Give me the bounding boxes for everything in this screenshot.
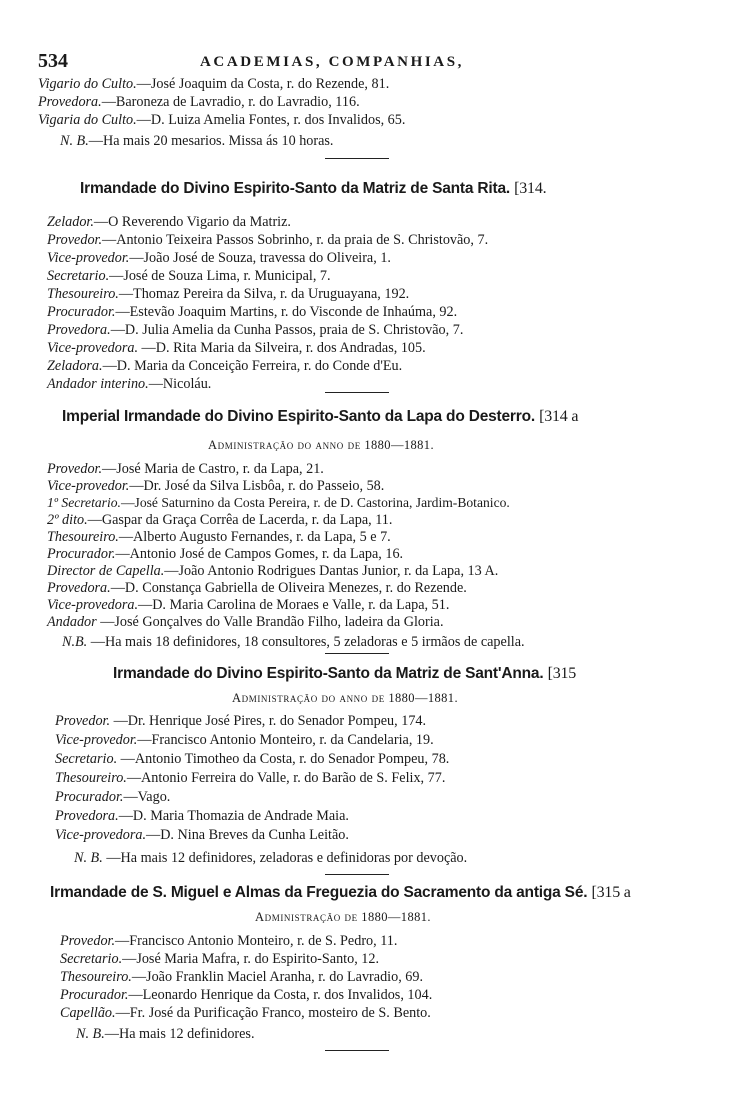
entry-line: Zeladora.—D. Maria da Conceição Ferreira, r. do Conde d'Eu. (47, 358, 403, 374)
section-divider (325, 392, 389, 393)
entry-line: Provedor. —Dr. Henrique José Pires, r. do Senador Pompeu, 174. (55, 713, 427, 729)
entry-line: Thesoureiro.—Thomaz Pereira da Silva, r. da Uruguayana, 192. (47, 286, 410, 302)
section-divider (325, 874, 389, 875)
entry-line: Vice-provedora.—D. Maria Carolina de Moraes e Valle, r. da Lapa, 51. (47, 597, 450, 613)
entry-line: Secretario.—José de Souza Lima, r. Municipal, 7. (47, 268, 331, 284)
section-divider (325, 1050, 389, 1051)
entry-line: Procurador.—Leonardo Henrique da Costa, r. dos Invalidos, 104. (60, 987, 433, 1003)
entry-line: Vice-provedor.—João José de Souza, travessa do Oliveira, 1. (47, 250, 391, 266)
section-heading: Irmandade do Divino Espirito-Santo da Matriz de Santa Rita. [314. (80, 180, 547, 197)
section-divider (325, 653, 389, 654)
entry-line: Provedor.—Francisco Antonio Monteiro, r. de S. Pedro, 11. (60, 933, 398, 949)
entry-line: 2º dito.—Gaspar da Graça Corrêa de Lacerda, r. da Lapa, 11. (47, 512, 393, 528)
entry-line: Andador —José Gonçalves do Valle Brandão Filho, ladeira da Gloria. (47, 614, 444, 630)
page-header (38, 50, 688, 74)
entry-line: Procurador.—Vago. (55, 789, 171, 805)
entry-line: Vice-provedor.—Francisco Antonio Monteiro, r. da Candelaria, 19. (55, 732, 434, 748)
entry-line: Provedor.—Antonio Teixeira Passos Sobrinho, r. da praia de S. Christovão, 7. (47, 232, 489, 248)
entry-line: Andador interino.—Nicoláu. (47, 376, 212, 392)
entry-line: Vice-provedora. —D. Rita Maria da Silveira, r. dos Andradas, 105. (47, 340, 426, 356)
entry-line: Thesoureiro.—João Franklin Maciel Aranha, r. do Lavradio, 69. (60, 969, 424, 985)
entry-line: Thesoureiro.—Antonio Ferreira do Valle, r. do Barão de S. Felix, 77. (55, 770, 446, 786)
entry-line: Provedora.—D. Julia Amelia da Cunha Passos, praia de S. Christovão, 7. (47, 322, 464, 338)
section-divider (325, 158, 389, 159)
note-line: N. B. —Ha mais 12 definidores, zeladoras e definidoras por devoção. (74, 850, 468, 866)
note-line: N.B. —Ha mais 18 definidores, 18 consultores, 5 zeladoras e 5 irmãos de capella. (62, 634, 525, 650)
entry-line: 1º Secretario.—José Saturnino da Costa Pereira, r. de D. Castorina, Jardim-Botanico. (47, 495, 510, 510)
entry-line: Procurador.—Antonio José de Campos Gomes, r. da Lapa, 16. (47, 546, 404, 562)
entry-line: Procurador.—Estevão Joaquim Martins, r. do Visconde de Inhaúma, 92. (47, 304, 458, 320)
entry-line: Provedora.—D. Constança Gabriella de Oliveira Menezes, r. do Rezende. (47, 580, 467, 596)
entry-line: Provedor.—José Maria de Castro, r. da Lapa, 21. (47, 461, 324, 477)
entry-line: Vice-provedor.—Dr. José da Silva Lisbôa, r. do Passeio, 58. (47, 478, 385, 494)
section-heading: Irmandade de S. Miguel e Almas da Freguezia do Sacramento da antiga Sé. [315 a (50, 884, 631, 901)
section-heading: Imperial Irmandade do Divino Espirito-Santo da Lapa do Desterro. [314 a (62, 408, 579, 425)
entry-line: Thesoureiro.—Alberto Augusto Fernandes, r. da Lapa, 5 e 7. (47, 529, 391, 545)
administration-line: Administração do anno de 1880—1881. (208, 438, 434, 452)
entry-line: Secretario.—José Maria Mafra, r. do Espirito-Santo, 12. (60, 951, 380, 967)
entry-line: Vice-provedora.—D. Nina Breves da Cunha Leitão. (55, 827, 349, 843)
entry-line: Director de Capella.—João Antonio Rodrigues Dantas Junior, r. da Lapa, 13 A. (47, 563, 499, 579)
page-number: 534 (38, 50, 68, 72)
administration-line: Administração do anno de 1880—1881. (232, 691, 458, 705)
entry-line: Vigario do Culto.—José Joaquim da Costa, r. do Rezende, 81. (38, 76, 390, 92)
note-line: N. B.—Ha mais 12 definidores. (76, 1026, 255, 1042)
section-heading: Irmandade do Divino Espirito-Santo da Matriz de Sant'Anna. [315 (113, 665, 577, 682)
entry-line: Zelador.—O Reverendo Vigario da Matriz. (47, 214, 291, 230)
entry-line: Vigaria do Culto.—D. Luiza Amelia Fontes, r. dos Invalidos, 65. (38, 112, 406, 128)
administration-line: Administração de 1880—1881. (255, 910, 431, 924)
entry-line: Provedora.—D. Maria Thomazia de Andrade Maia. (55, 808, 349, 824)
entry-line: Secretario. —Antonio Timotheo da Costa, r. do Senador Pompeu, 78. (55, 751, 450, 767)
running-title: ACADEMIAS, COMPANHIAS, (200, 54, 465, 70)
entry-line: Provedora.—Baroneza de Lavradio, r. do Lavradio, 116. (38, 94, 360, 110)
entry-line: Capellão.—Fr. José da Purificação Franco, mosteiro de S. Bento. (60, 1005, 431, 1021)
note-line: N. B.—Ha mais 20 mesarios. Missa ás 10 horas. (60, 133, 334, 149)
